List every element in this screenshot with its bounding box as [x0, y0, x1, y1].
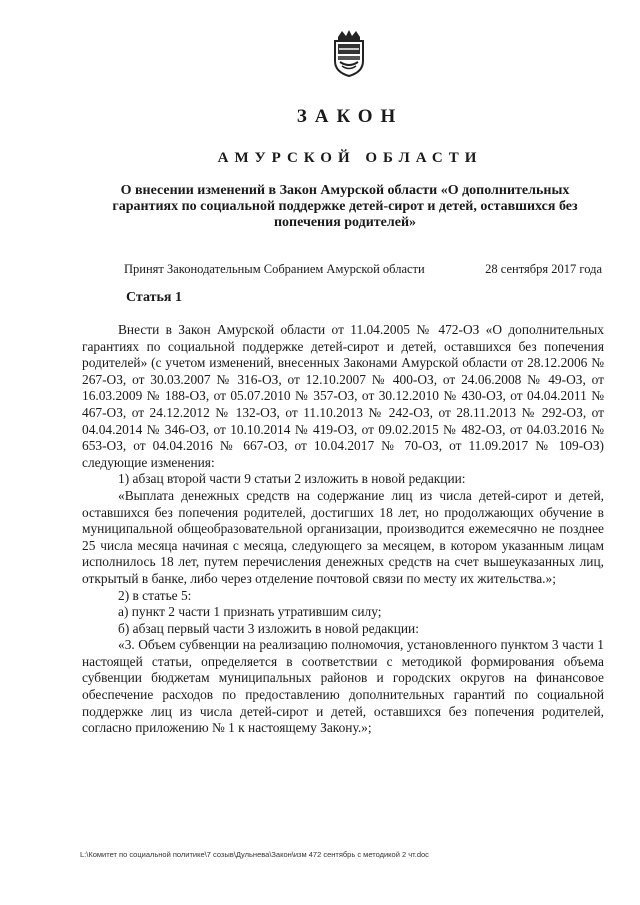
article-paragraph: б) абзац первый части 3 изложить в новой редакции:: [118, 620, 419, 636]
coat-of-arms-icon: [326, 28, 372, 78]
adoption-date: 28 сентября 2017 года: [485, 262, 602, 276]
article-paragraph: 1) абзац второй части 9 статьи 2 изложить в новой редакции:: [118, 471, 466, 487]
adoption-text: Принят Законодательным Собранием Амурской области: [124, 262, 425, 276]
article-heading: Статья 1: [126, 290, 182, 305]
article-paragraph: «Выплата денежных средств на содержание лиц из числа детей-сирот и детей, оставшихся без попечения родителей, достигших 18 лет, но продолжающих обучение в муниципальной общеобразовательной организации, производится ежемесячно не позднее 25 числа месяца начиная с месяца, следующего за месяцем, в котором указанным лицам исполнилось 18 лет, путем перечисления денежных средств на счет вышеуказанных лиц, открытый в банке, либо через отделение почтовой связи по месту их жительства.»;: [82, 487, 604, 586]
article-paragraph: «3. Объем субвенции на реализацию полномочия, установленного пунктом 3 части 1 настоящей статьи, определяется в соответствии с методикой формирования объема субвенции бюджетам муниципальных районов и городских округов на финансовое обеспечение расходов по предоставлению дополнительных гарантий по социальной поддержке лиц из числа детей-сирот и детей, оставшихся без попечения родителей, согласно приложению № 1 к настоящему Закону.»;: [82, 637, 604, 736]
file-path-footer: L:\Комитет по социальной политике\7 созыв\Дульнева\Закон\изм 472 сентябрь с методикой 2 чт.doc: [80, 850, 429, 859]
law-title: ЗАКОН: [296, 106, 404, 127]
article-paragraph: Внести в Закон Амурской области от 11.04.2005 № 472-ОЗ «О дополнительных гарантиях по социальной поддержке детей-сирот и детей, оставшихся без попечения родителей» (с учетом изменений, внесенных Законами Амурской области от 28.12.2006 № 267-ОЗ, от 30.03.2007 № 316-ОЗ, от 12.10.2007 № 400-ОЗ, от 24.06.2008 № 49-ОЗ, от 16.03.2009 № 188-ОЗ, от 05.07.2010 № 357-ОЗ, от 30.12.2010 № 430-ОЗ, от 04.04.2011 № 467-ОЗ, от 24.12.2012 № 132-ОЗ, от 11.10.2013 № 242-ОЗ, от 28.11.2013 № 292-ОЗ, от 04.04.2014 № 346-ОЗ, от 10.10.2014 № 419-ОЗ, от 09.02.2015 № 482-ОЗ, от 04.03.2016 № 653-ОЗ, от 04.04.2016 № 667-ОЗ, от 10.04.2017 № 70-ОЗ, от 11.09.2017 № 109-ОЗ) следующие изменения:: [82, 322, 604, 470]
article-paragraph: а) пункт 2 части 1 признать утратившим силу;: [118, 604, 382, 620]
law-subject: О внесении изменений в Закон Амурской области «О дополнительных гарантиях по социальной поддержке детей-сирот и детей, оставшихся без попечения родителей»: [112, 183, 578, 230]
article-body: [82, 322, 604, 737]
region-title: АМУРСКОЙ ОБЛАСТИ: [217, 150, 483, 166]
article-paragraph: 2) в статье 5:: [118, 587, 192, 603]
adoption-line: [124, 262, 602, 277]
